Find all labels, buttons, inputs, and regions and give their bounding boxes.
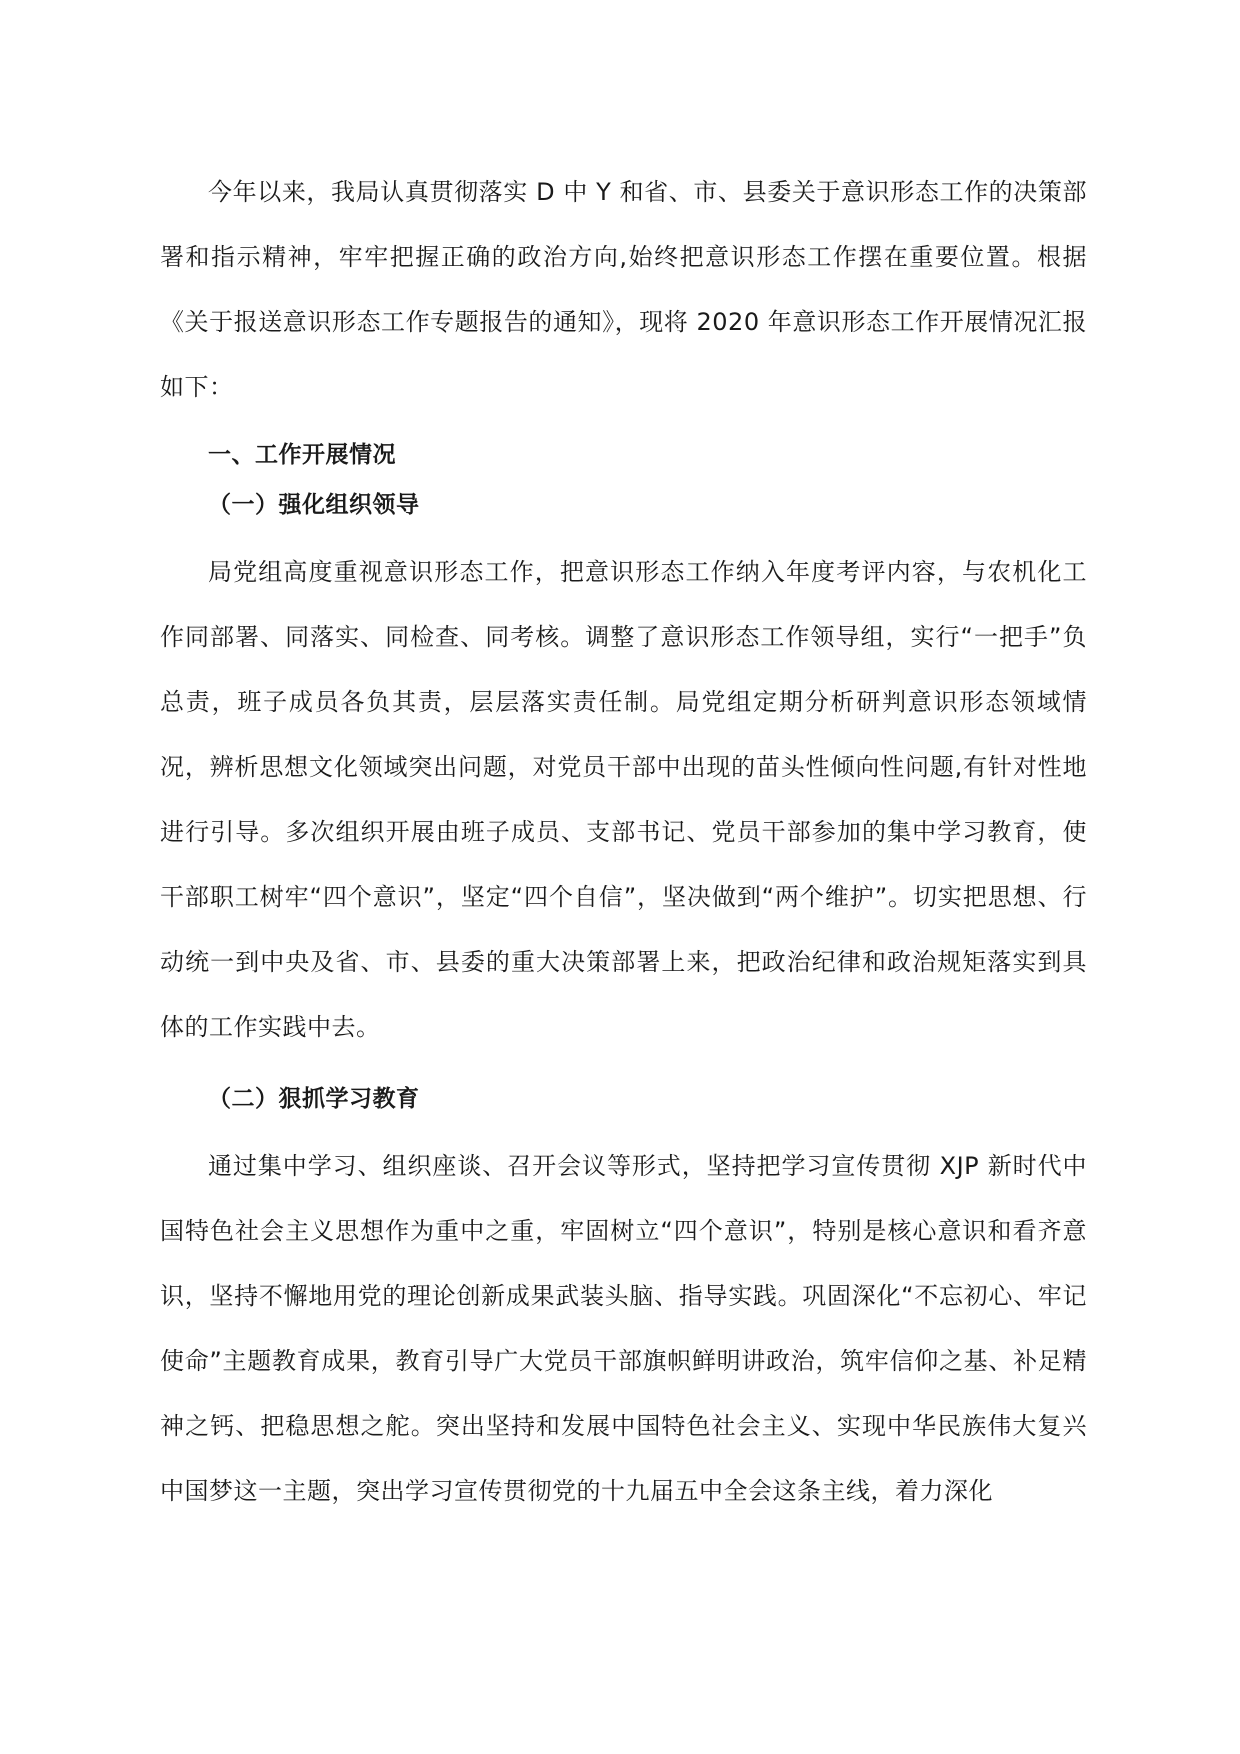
section-heading: 一、工作开展情况 [208,442,396,468]
spacer [160,1060,1087,1074]
document-body [160,160,1087,1524]
subsection-body: 通过集中学习、组织座谈、召开会议等形式，坚持把学习宣传贯彻 XJP 新时代中国特色社会主义思想作为重中之重，牢固树立“四个意识”，特别是核心意识和看齐意识，坚持不懈地用党的理论创新成果武装头脑、指导实践。巩固深化“不忘初心、牢记使命”主题教育成果，教育引导广大党员干部旗帜鲜明讲政治，筑牢信仰之基、补足精神之钙、把稳思想之舵。突出坚持和发展中国特色社会主义、实现中华民族伟大复兴中国梦这一主题，突出学习宣传贯彻党的十九届五中全会这条主线，着力深化 [160,1152,1087,1505]
spacer [160,420,1087,430]
subsection-heading: （二）狠抓学习教育 [208,1086,420,1112]
subsection-heading: （一）强化组织领导 [208,492,420,518]
spacer [160,1124,1087,1134]
spacer [160,530,1087,540]
subsection-body: 局党组高度重视意识形态工作，把意识形态工作纳入年度考评内容，与农机化工作同部署、同落实、同检查、同考核。调整了意识形态工作领导组，实行“一把手”负总责，班子成员各负其责，层层落实责任制。局党组定期分析研判意识形态领域情况，辨析思想文化领域突出问题，对党员干部中出现的苗头性倾向性问题,有针对性地进行引导。多次组织开展由班子成员、支部书记、党员干部参加的集中学习教育，使干部职工树牢“四个意识”，坚定“四个自信”，坚决做到“两个维护”。切实把思想、行动统一到中央及省、市、县委的重大决策部署上来，把政治纪律和政治规矩落实到具体的工作实践中去。 [160,558,1087,1041]
intro-paragraph: 今年以来，我局认真贯彻落实 D 中 Y 和省、市、县委关于意识形态工作的决策部署和指示精神，牢牢把握正确的政治方向,始终把意识形态工作摆在重要位置。根据《关于报送意识形态工作专题报告的通知》，现将 2020 年意识形态工作开展情况汇报如下： [160,178,1087,401]
